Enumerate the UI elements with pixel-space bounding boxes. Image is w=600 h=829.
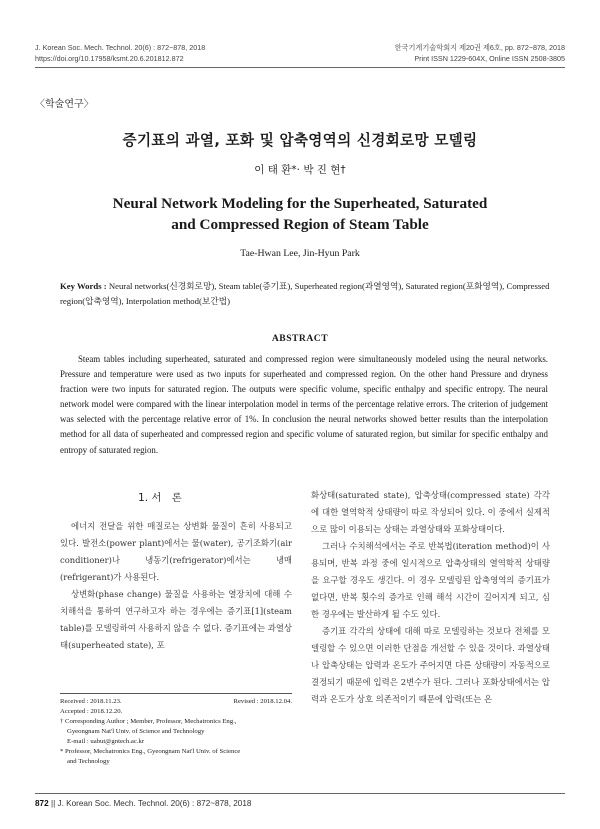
received-date-row: [60, 697, 292, 707]
journal-korean-citation: 한국기계기술학회지 제20권 제6호, pp. 872~878, 2018: [394, 43, 565, 52]
paragraph: 상변화(phase change) 물질을 사용하는 열장치에 대해 수치해석을 통하여 연구하고자 하는 경우에는 증기표[1](steam table)를 모델링하여 사용하지 않을 수 없다. 증기표에는 과열상태(superheated state), 포: [60, 589, 292, 650]
english-authors: Tae-Hwan Lee, Jin-Hyun Park: [240, 248, 360, 259]
page-footer: [35, 799, 251, 808]
revised-date: Revised : 2018.12.04.: [233, 698, 292, 705]
page-number: 872: [35, 799, 49, 808]
paragraph: 증기표 각각의 상태에 대해 따로 모델링하는 것보다 전체를 모델링할 수 있으면 이러한 단점을 개선할 수 있을 것이다. 과열상태나 압축상태는 압력과 온도가 주어지면 다른 상태량이 자동적으로 결정되기 때문에 입력은 2변수가 된다. 그러나 포화상태에서는 압력과 온도가 상호 의존적이기 때문에 압력(또는 온: [311, 626, 550, 704]
english-title-line-2: and Compressed Region of Steam Table: [171, 216, 429, 233]
abstract-body: Steam tables including superheated, saturated and compressed region were simultaneously modeled using the neural networks. Pressure and temperature were used as two inputs for superheated and compressed region. On the other hand Pressure and dryness fraction were two inputs for saturated region. The outputs were specific volume, specific enthalpy and specific entropy. The neural network model were compared with the linear interpolation model in terms of the percentage relative errors. The criterion of judgement was selected with the percentage relative error of 1%. In conclusion the neural networks showed better results than the interpolation method for all data of superheated and compressed region and specific volume of saturated region, but similar for specific enthalpy and entropy of saturated region.: [60, 354, 548, 455]
paragraph: 에너지 전달을 위한 매질로는 상변화 물질이 흔히 사용되고 있다. 발전소(power plant)에서는 물(water), 공기조화기(air conditioner)나 냉동기(refrigerator)에서는 냉매(refrigerant)가 사용된다.: [60, 521, 292, 582]
issn-info: Print ISSN 1229-604X, Online ISSN 2508-3805: [414, 54, 565, 63]
abstract-heading: ABSTRACT: [271, 333, 329, 344]
journal-citation: J. Korean Soc. Mech. Technol. 20(6) : 872~878, 2018: [35, 43, 206, 52]
corresponding-author-email: E-mail : uabut@gntech.ac.kr: [67, 738, 145, 745]
header-divider: [35, 67, 565, 68]
paragraph: 화상태(saturated state), 압축상태(compressed state) 각각에 대한 열역학적 상태량이 따로 작성되어 있다. 이 중에서 실제적으로 많이 이용되는 상태는 과열상태와 포화상태이다.: [311, 490, 550, 534]
keywords-label: Key Words :: [60, 281, 107, 291]
doi-link[interactable]: https://doi.org/10.17958/ksmt.20.6.201812.872: [35, 54, 184, 63]
right-column-body: [311, 487, 550, 708]
coauthor-note: * Professor, Mechatronics Eng., Gyeongnam Nat'l Univ. of Science: [60, 748, 241, 755]
corresponding-author-note: † Corresponding Author ; Member, Professor, Mechatronics Eng.,: [60, 718, 237, 725]
received-date: Received : 2018.11.23.: [60, 698, 122, 705]
corresponding-author-affiliation: Gyeongnam Nat'l Univ. of Science and Technology: [67, 728, 205, 735]
accepted-date: Accepted : 2018.12.20.: [60, 708, 123, 715]
english-title: [0, 193, 600, 235]
english-title-line-1: Neural Network Modeling for the Superheated, Saturated: [112, 195, 488, 212]
korean-authors: 이 태 환*· 박 진 현†: [254, 164, 346, 176]
paragraph: 그러나 수치해석에서는 주로 반복법(iteration method)이 사용되며, 반복 과정 중에 일시적으로 압축상태의 열역학적 상태량을 요구할 경우도 생긴다. 이 경우 모델링된 압축영역의 증기표가 없다면, 반복 횟수의 증가로 인해 해석 시간이 길어지게 되고, 심한 경우에는 발산하게 될 수도 있다.: [311, 541, 550, 619]
keywords: [60, 279, 550, 309]
coauthor-affiliation: and Technology: [67, 758, 110, 765]
left-column-body: [60, 518, 292, 654]
korean-title: 증기표의 과열, 포화 및 압축영역의 신경회로망 모델링: [122, 132, 478, 149]
footnote-divider: [60, 693, 292, 694]
article-type-tag: 〈학술연구〉: [35, 99, 94, 110]
footer-divider: [35, 793, 565, 794]
footer-citation: || J. Korean Soc. Mech. Technol. 20(6) : 872~878, 2018: [50, 799, 252, 808]
section-heading-introduction: 1. 서 론: [138, 492, 182, 504]
keywords-text: Neural networks(신경회로망), Steam table(증기표), Superheated region(과열영역), Saturated region(포화영역), Compressed region(압축영역), Interpolation method(보간법): [60, 281, 550, 306]
